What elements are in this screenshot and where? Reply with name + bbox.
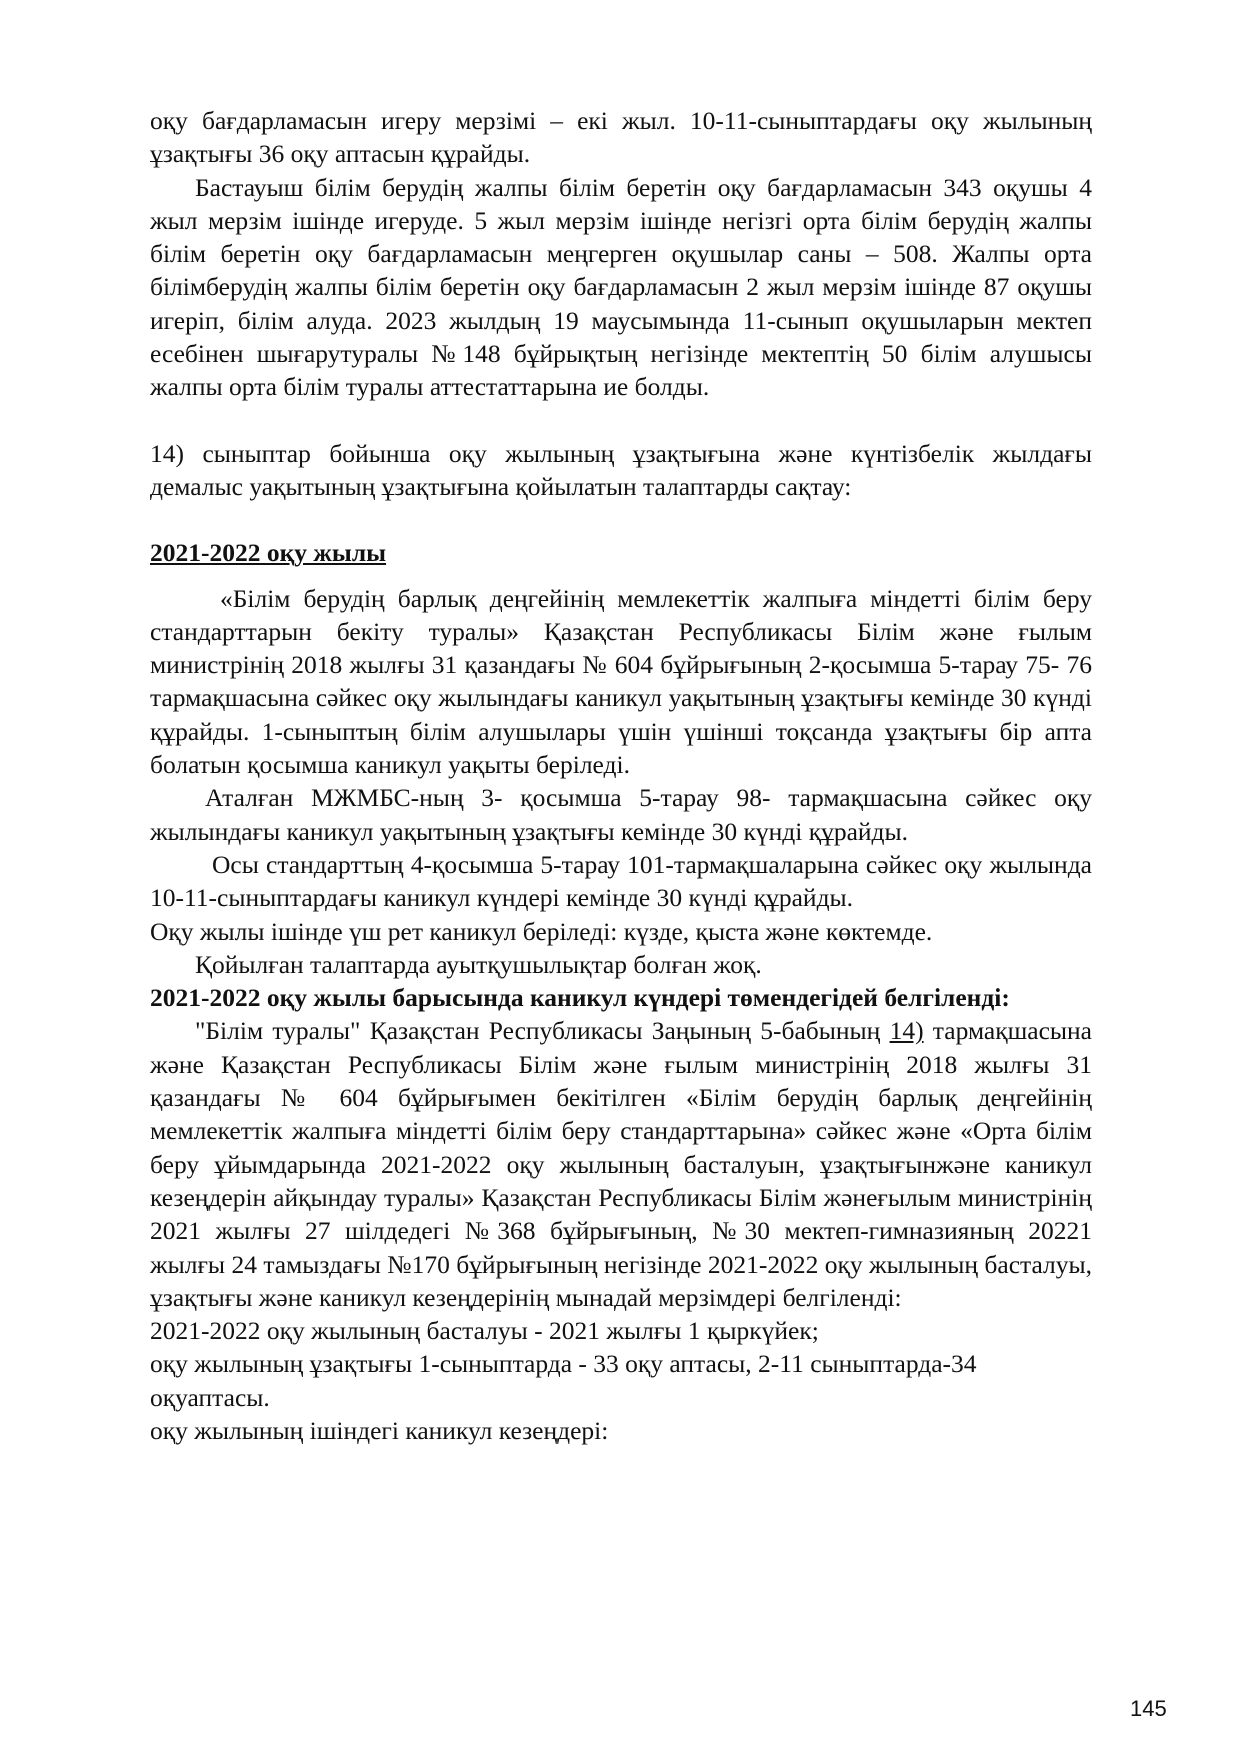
paragraph-standard-order: «Білім берудің барлық деңгейінің мемлекеттік жалпыға міндетті білім беру стандарттарын бекіту туралы» Қазақстан Республикасы Білім және ғылым министрінің 2018 жылғы 31 қазандағы № 604 бұйрығының 2-қосымша 5-тарау 75- 76 тармақшасына сәйкес оқу жылындағы каникул уақытының ұзақтығы кемінде 30 күнді құрайды. 1-сыныптың білім алушылары үшін үшінші тоқсанда ұзақтығы бір апта болатын қосымша каникул уақыты беріледі. <box>150 583 1092 780</box>
paragraph-gap <box>150 404 1092 437</box>
law-reference-text-b: тармақшасына және Қазақстан Республикасы Білім және ғылым министрінің 2018 жылғы 31 қазандағы № 604 бұйрығымен бекітілген «Білім берудің барлық деңгейінің мемлекеттік жалпыға міндетті білім беру стандарттарына» сәйкес және «Орта білім беру ұйымдарында 2021-2022 оқу жылының басталуын, ұзақтығынжәне каникул кезеңдерін айқындау туралы» Қазақстан Республикасы Білім жәнеғылым министрінің 2021 жылғы 27 шілдедегі №368 бұйрығының, №30 мектеп-гимназияның 20221 жылғы 24 тамыздағы №170 бұйрығының негізінде 2021-2022 оқу жылының басталуы, ұзақтығы және каникул кезеңдерінің мынадай мерзімдері белгіленді: <box>150 1016 1092 1312</box>
paragraph-student-counts: Бастауыш білім берудің жалпы білім беретін оқу бағдарламасын 343 оқушы 4 жыл мерзім ішінде игеруде. 5 жыл мерзім ішінде негізгі орта білім берудің жалпы білім беретін оқу бағдарламасын меңгерген оқушылар саны – 508. Жалпы орта білімберудің жалпы білім беретін оқу бағдарламасын 2 жыл мерзім ішінде 87 оқушы игеріп, білім алуда. 2023 жылдың 19 маусымында 11-сынып оқушыларын мектеп есебінен шығарутуралы №148 бұйрықтың негізінде мектептің 50 білім алушысы жалпы орта білім туралы аттестаттарына ие болды. <box>150 172 1092 402</box>
paragraph-standard-4: Осы стандарттың 4-қосымша 5-тарау 101-тармақшаларына сәйкес оқу жылында 10-11-сыныптардағы каникул күндері кемінде 30 күнді құрайды. <box>150 849 1092 913</box>
page-number: 145 <box>1130 1696 1167 1721</box>
document-body <box>150 104 1092 1447</box>
paragraph-program-duration: оқу бағдарламасын игеру мерзімі – екі жыл. 10-11-сыныптардағы оқу жылының ұзақтығы 36 оқу аптасын құрайды. <box>150 106 1092 169</box>
paragraph-gap <box>150 503 1092 536</box>
section-heading-year <box>150 536 1092 569</box>
paragraph-gap <box>150 570 1092 582</box>
paragraph-year-start: 2021-2022 оқу жылының басталуы - 2021 жылғы 1 қыркүйек; <box>150 1316 819 1346</box>
section-heading-year-text: 2021-2022 оқу жылы <box>150 538 387 568</box>
law-article-link[interactable]: 14) <box>889 1016 924 1046</box>
paragraph-mzhmbs: Аталған МЖМБС-ның 3- қосымша 5-тарау 98- тармақшасына сәйкес оқу жылындағы каникул уақытының ұзақтығы кемінде 30 күнді құрайды. <box>150 783 1092 846</box>
law-reference-text-a: "Білім туралы" Қазақстан Республикасы Заңының 5-бабының <box>195 1016 890 1046</box>
paragraph-holidays-heading: 2021-2022 оқу жылы барысында каникул күндері төмендегідей белгіленді: <box>150 983 1010 1013</box>
paragraph-requirement-14: 14) сыныптар бойынша оқу жылының ұзақтығына және күнтізбелік жылдағы демалыс уақытының ұзақтығына қойылатын талаптарды сақтау: <box>150 438 1092 501</box>
paragraph-no-deviations: Қойылған талаптарда ауытқушылықтар болған жоқ. <box>195 949 762 979</box>
paragraph-law-reference <box>150 1014 1092 1314</box>
paragraph-year-length: оқу жылының ұзақтығы 1-сыныптарда - 33 оқу аптасы, 2-11 сыныптарда-34 оқуаптасы. <box>150 1349 977 1412</box>
paragraph-holiday-periods: оқу жылының ішіндегі каникул кезеңдері: <box>150 1415 609 1445</box>
paragraph-holidays-three: Оқу жылы ішінде үш рет каникул беріледі: күзде, қыста және көктемде. <box>150 916 933 946</box>
